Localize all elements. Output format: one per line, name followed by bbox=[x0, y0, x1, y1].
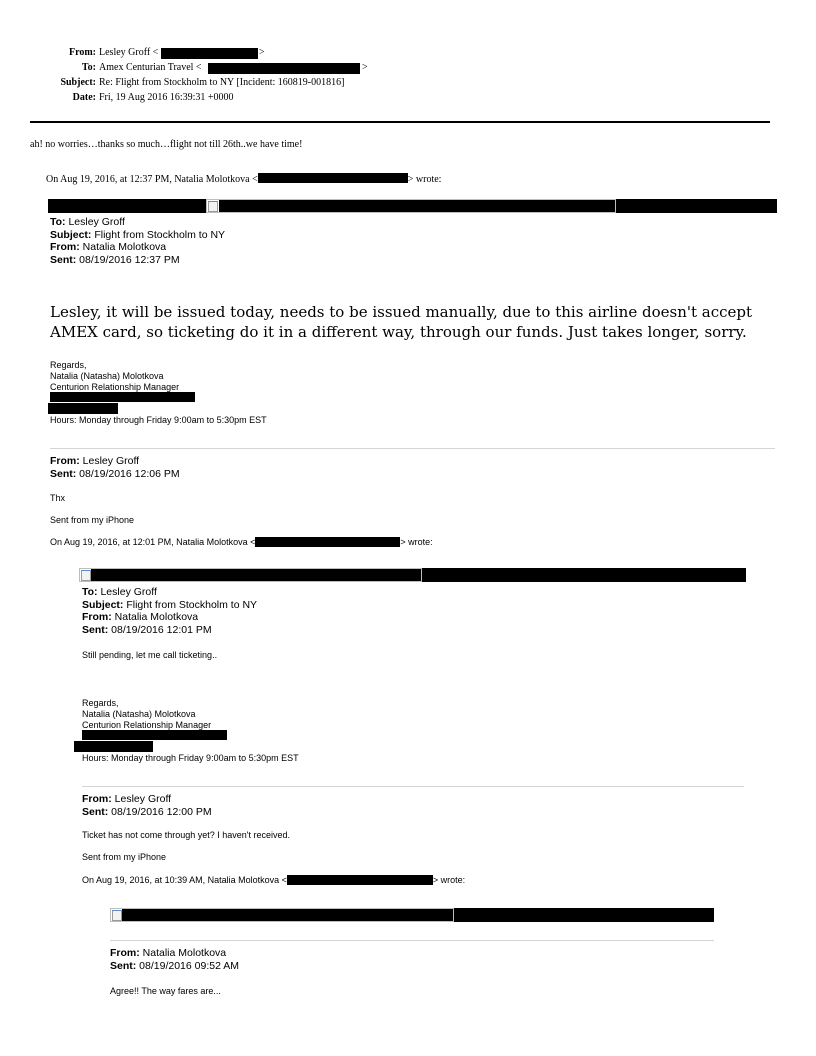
msg1-subject-value: Flight from Stockholm to NY bbox=[94, 228, 226, 241]
msg5-sent-label: Sent: bbox=[110, 959, 137, 972]
msg5-meta bbox=[110, 947, 239, 972]
header-date-label: Date: bbox=[72, 92, 96, 103]
msg2-intro-pre: On Aug 19, 2016, at 12:01 PM, Natalia Molotkova < bbox=[50, 537, 256, 547]
redacted-sig1-line1 bbox=[50, 392, 195, 402]
msg5-from bbox=[110, 947, 239, 960]
header-date-value: Fri, 19 Aug 2016 16:39:31 +0000 bbox=[99, 92, 234, 103]
msg1-divider bbox=[50, 448, 775, 449]
msg4-intro-pre: On Aug 19, 2016, at 10:39 AM, Natalia Molotkova < bbox=[82, 875, 287, 885]
redacted-from-email bbox=[161, 48, 258, 59]
msg5-from-value: Natalia Molotkova bbox=[142, 947, 227, 959]
msg1-sent-value: 08/19/2016 12:37 PM bbox=[79, 253, 180, 266]
msg4-sent-value: 08/19/2016 12:00 PM bbox=[111, 805, 212, 818]
header-to-label: To: bbox=[81, 62, 96, 73]
msg4-intro-post: > wrote: bbox=[432, 875, 466, 885]
redacted-quote1-email bbox=[258, 173, 408, 183]
msg3-subject-label: Subject: bbox=[82, 598, 124, 611]
msg1-from bbox=[50, 241, 225, 254]
msg2-from-label: From: bbox=[50, 455, 80, 467]
msg3-to-value: Lesley Groff bbox=[100, 586, 157, 598]
redacted-msg4-email bbox=[287, 875, 433, 885]
msg2-sent-label: Sent: bbox=[50, 467, 77, 480]
msg1-to bbox=[50, 216, 225, 229]
msg1-to-value: Lesley Groff bbox=[68, 216, 125, 228]
msg3-sig-hours: Hours: Monday through Friday 9:00am to 5:30pm EST bbox=[82, 753, 299, 763]
redacted-banner-3-fill bbox=[122, 909, 453, 921]
msg3-sent bbox=[82, 624, 257, 637]
redacted-sig3-line1 bbox=[82, 730, 227, 740]
header-from-label: From: bbox=[68, 47, 96, 58]
msg1-subject bbox=[50, 229, 225, 242]
msg5-body: Agree!! The way fares are... bbox=[110, 986, 221, 996]
msg1-to-label: To: bbox=[50, 216, 66, 228]
msg5-sent bbox=[110, 960, 239, 973]
msg3-body: Still pending, let me call ticketing.. bbox=[82, 650, 218, 660]
header-to-value: Amex Centurian Travel < bbox=[99, 62, 202, 73]
redacted-banner-1 bbox=[48, 199, 777, 213]
msg3-to-label: To: bbox=[82, 586, 98, 598]
msg4-sent-label: Sent: bbox=[82, 805, 109, 818]
msg2-from bbox=[50, 455, 180, 468]
msg5-divider bbox=[110, 940, 714, 941]
msg3-divider bbox=[82, 786, 744, 787]
msg4-device: Sent from my iPhone bbox=[82, 852, 167, 862]
msg3-subject-value: Flight from Stockholm to NY bbox=[126, 598, 258, 611]
reply-body: ah! no worries…thanks so much…flight not till 26th..we have time! bbox=[30, 139, 303, 150]
msg2-meta bbox=[50, 455, 180, 480]
msg4-body: Ticket has not come through yet? I haven't received. bbox=[82, 830, 290, 840]
header-subject-value: Re: Flight from Stockholm to NY [Incident: 160819-001816] bbox=[99, 77, 345, 88]
msg2-intro bbox=[50, 537, 433, 548]
header-from-row bbox=[0, 46, 158, 60]
msg1-sent-label: Sent: bbox=[50, 253, 77, 266]
msg1-from-value: Natalia Molotkova bbox=[82, 241, 167, 253]
quote1-intro bbox=[46, 173, 441, 186]
header-to-close: > bbox=[362, 62, 368, 73]
msg4-intro bbox=[82, 875, 465, 886]
msg2-body: Thx bbox=[50, 493, 66, 503]
redacted-msg2-email bbox=[255, 537, 400, 547]
redacted-banner-2 bbox=[79, 568, 746, 582]
msg1-sent bbox=[50, 254, 225, 267]
msg3-signature bbox=[82, 698, 211, 731]
msg1-sig-name: Natalia (Natasha) Molotkova bbox=[50, 371, 164, 381]
msg3-meta bbox=[82, 586, 257, 636]
msg1-sig-hours: Hours: Monday through Friday 9:00am to 5:30pm EST bbox=[50, 415, 267, 425]
msg1-meta bbox=[50, 216, 225, 266]
msg4-from-value: Lesley Groff bbox=[114, 793, 172, 805]
msg4-from bbox=[82, 793, 212, 806]
header-from-value: Lesley Groff < bbox=[99, 47, 159, 58]
msg5-sent-value: 08/19/2016 09:52 AM bbox=[139, 959, 240, 972]
redacted-banner-3 bbox=[110, 908, 714, 922]
msg4-meta bbox=[82, 793, 212, 818]
redacted-banner-1-fill bbox=[219, 200, 615, 212]
msg3-to bbox=[82, 586, 257, 599]
header-to-row bbox=[0, 61, 202, 75]
redacted-to-email bbox=[208, 63, 360, 74]
msg1-sig-title: Centurion Relationship Manager bbox=[50, 382, 180, 392]
msg1-subject-label: Subject: bbox=[50, 228, 92, 241]
msg3-sent-label: Sent: bbox=[82, 623, 109, 636]
msg2-sent-value: 08/19/2016 12:06 PM bbox=[79, 467, 180, 480]
msg2-device: Sent from my iPhone bbox=[50, 515, 135, 525]
msg3-subject bbox=[82, 599, 257, 612]
header-divider bbox=[30, 121, 770, 123]
msg1-signature bbox=[50, 360, 179, 393]
quote1-intro-pre: On Aug 19, 2016, at 12:37 PM, Natalia Molotkova < bbox=[46, 174, 258, 185]
redacted-banner-2-fill bbox=[91, 569, 421, 581]
header-subject-row bbox=[0, 76, 344, 90]
redacted-sig1-line2 bbox=[48, 403, 118, 414]
msg4-sent bbox=[82, 806, 212, 819]
msg1-from-label: From: bbox=[50, 241, 80, 253]
msg4-from-label: From: bbox=[82, 793, 112, 805]
msg5-from-label: From: bbox=[110, 947, 140, 959]
msg3-from bbox=[82, 611, 257, 624]
redacted-sig3-line2 bbox=[74, 741, 153, 752]
msg2-from-value: Lesley Groff bbox=[82, 455, 140, 467]
msg2-intro-post: > wrote: bbox=[400, 537, 433, 547]
header-subject-label: Subject: bbox=[60, 77, 96, 88]
msg3-sig-name: Natalia (Natasha) Molotkova bbox=[82, 709, 196, 719]
msg3-sig-title: Centurion Relationship Manager bbox=[82, 720, 212, 730]
msg3-sig-regards: Regards, bbox=[82, 698, 119, 708]
msg3-sent-value: 08/19/2016 12:01 PM bbox=[111, 623, 212, 636]
header-from-close: > bbox=[259, 47, 265, 58]
header-date-row bbox=[0, 91, 234, 105]
msg1-sig-regards: Regards, bbox=[50, 360, 87, 370]
msg3-from-value: Natalia Molotkova bbox=[114, 611, 199, 623]
msg1-body: Lesley, it will be issued today, needs to be issued manually, due to this airline doesn't accept AMEX card, so ticketing do it in a different way, through our funds. Just takes longer, sorry. bbox=[50, 303, 753, 341]
msg3-from-label: From: bbox=[82, 611, 112, 623]
quote1-intro-post: > wrote: bbox=[407, 174, 442, 185]
msg2-sent bbox=[50, 468, 180, 481]
